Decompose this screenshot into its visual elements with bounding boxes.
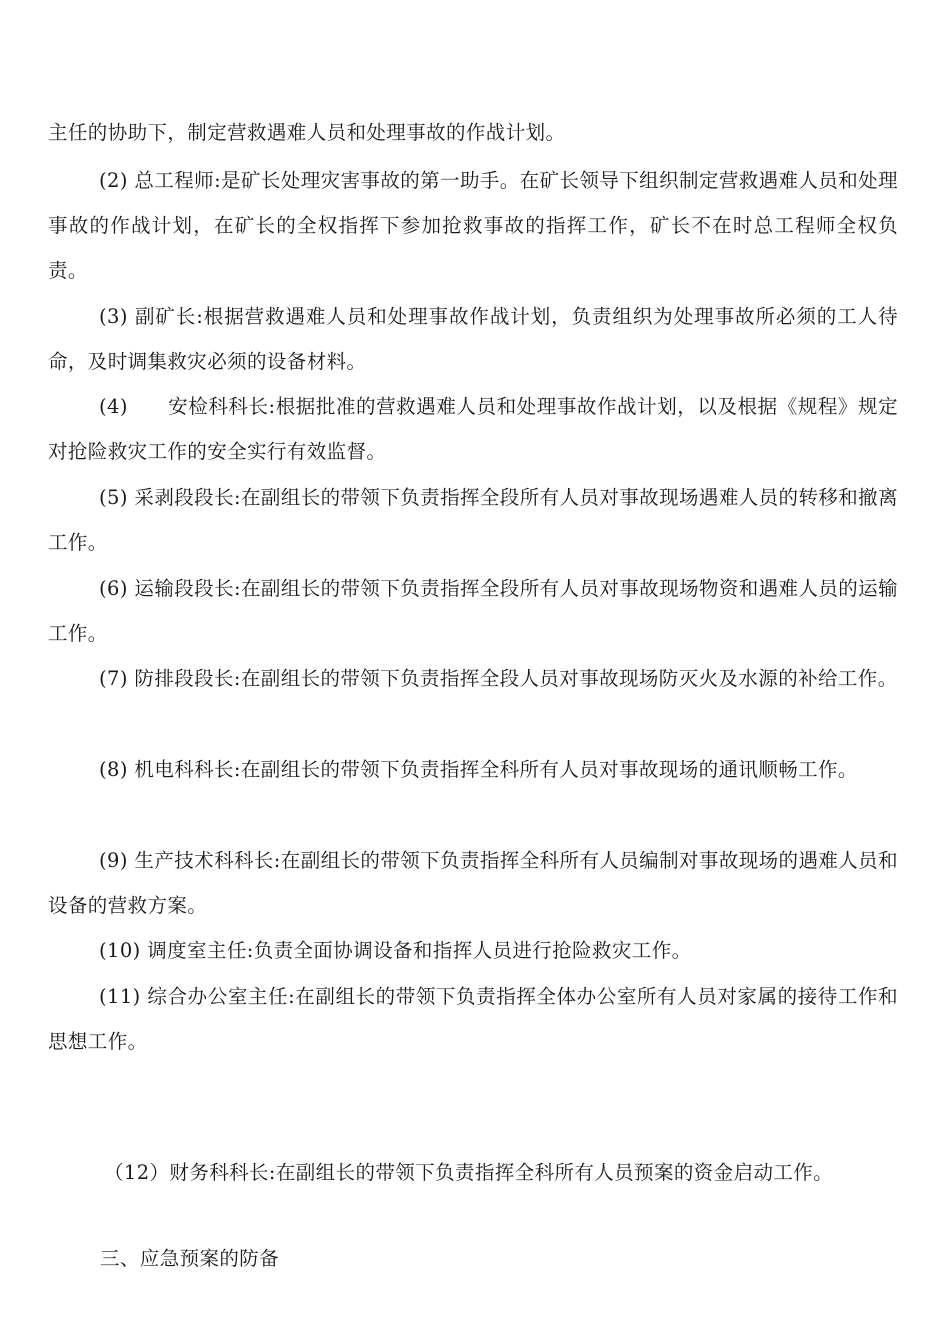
paragraph-safety-section-chief: (4) 安检科科长:根据批准的营救遇难人员和处理事故作战计划，以及根据《规程》规定对抢险救灾工作的安全实行有效监督。 xyxy=(48,395,898,463)
paragraph-continuation: 主任的协助下，制定营救遇难人员和处理事故的作战计划。 xyxy=(48,121,566,144)
paragraph-drainage-section-chief: (7) 防排段段长:在副组长的带领下负责指挥全段人员对事故现场防灭火及水源的补给工作。 xyxy=(99,667,898,690)
section-heading: 三、应急预案的防备 xyxy=(100,1247,280,1270)
paragraph-electromechanical-chief: (8) 机电科科长:在副组长的带领下负责指挥全科所有人员对事故现场的通讯顺畅工作。 xyxy=(99,758,858,781)
paragraph-chief-engineer: (2) 总工程师:是矿长处理灾害事故的第一助手。在矿长领导下组织制定营救遇难人员和处理事故的作战计划，在矿长的全权指挥下参加抢救事故的指挥工作，矿长不在时总工程师全权负责。 xyxy=(48,169,898,282)
paragraph-general-office-director: (11) 综合办公室主任:在副组长的带领下负责指挥全体办公室所有人员对家属的接待工作和思想工作。 xyxy=(48,985,898,1053)
paragraph-transport-section-chief: (6) 运输段段长:在副组长的带领下负责指挥全段所有人员对事故现场物资和遇难人员的运输工作。 xyxy=(48,577,898,645)
paragraph-deputy-mine-manager: (3) 副矿长:根据营救遇难人员和处理事故作战计划，负责组织为处理事故所必须的工人待命，及时调集救灾必须的设备材料。 xyxy=(48,305,898,373)
paragraph-finance-chief: （12）财务科科长:在副组长的带领下负责指挥全科所有人员预案的资金启动工作。 xyxy=(104,1161,834,1184)
paragraph-dispatch-director: (10) 调度室主任:负责全面协调设备和指挥人员进行抢险救灾工作。 xyxy=(99,939,692,962)
paragraph-production-tech-chief: (9) 生产技术科科长:在副组长的带领下负责指挥全科所有人员编制对事故现场的遇难人员和设备的营救方案。 xyxy=(48,849,898,917)
paragraph-mining-section-chief: (5) 采剥段段长:在副组长的带领下负责指挥全段所有人员对事故现场遇难人员的转移和撤离工作。 xyxy=(48,486,898,554)
